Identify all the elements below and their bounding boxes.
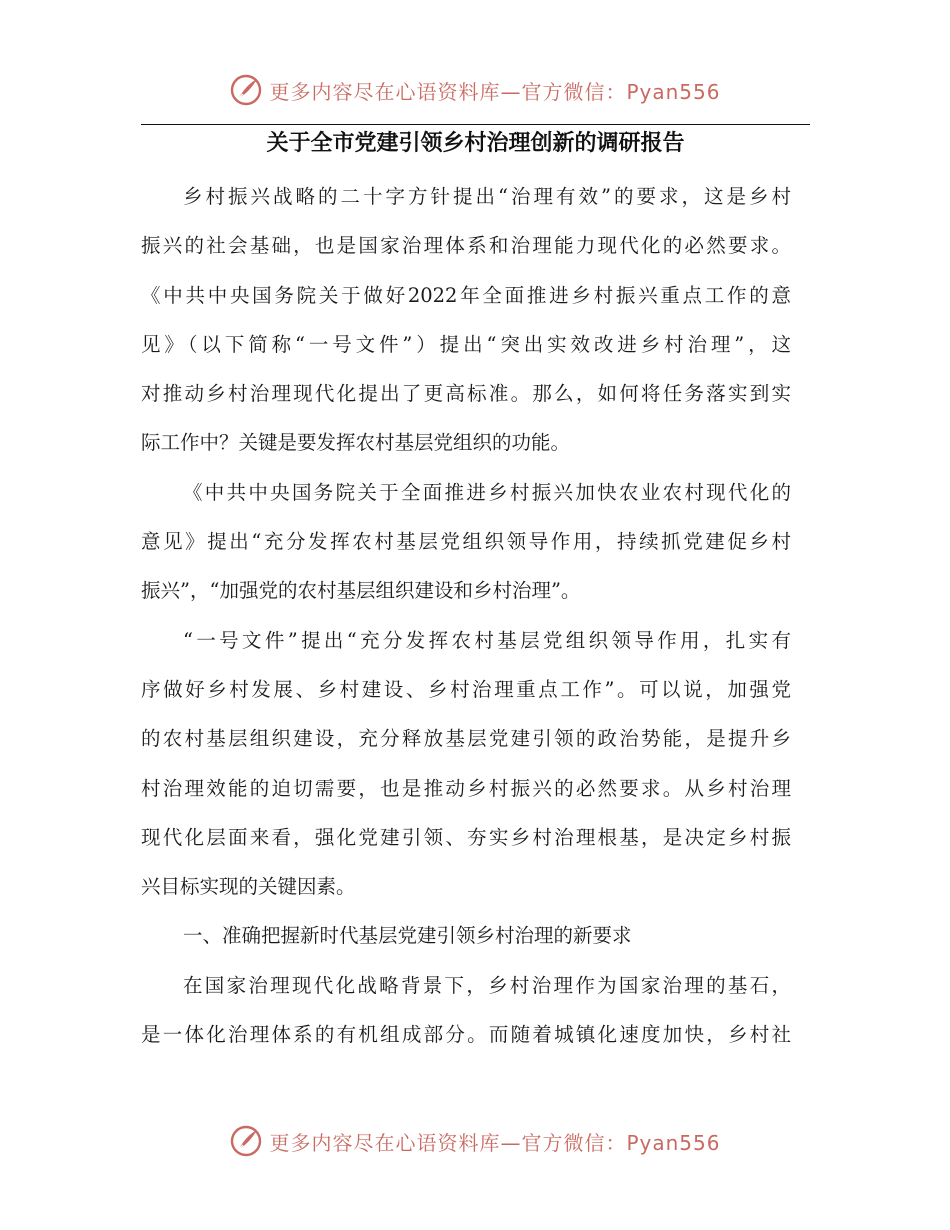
body-line: 兴目标实现的关键因素。 — [141, 875, 356, 899]
body-line: 的农村基层组织建设，充分释放基层党建引领的政治势能，是提升乡 — [141, 727, 791, 751]
body-line: 振兴”，“加强党的农村基层组织建设和乡村治理”。 — [141, 579, 581, 603]
section-heading: 一、准确把握新时代基层党建引领乡村治理的新要求 — [183, 924, 632, 948]
body-line: 见》（以下简称“一号文件”）提出“突出实效改进乡村治理”，这 — [141, 332, 791, 356]
quill-logo-icon — [229, 1124, 263, 1158]
header-rule — [141, 124, 810, 125]
watermark-banner-bottom — [0, 1121, 950, 1161]
body-line: 乡村振兴战略的二十字方针提出“治理有效”的要求，这是乡村 — [183, 185, 791, 208]
body-line: 序做好乡村发展、乡村建设、乡村治理重点工作”。可以说，加强党 — [141, 677, 791, 701]
document-title: 关于全市党建引领乡村治理创新的调研报告 — [266, 131, 685, 156]
quill-logo-icon — [229, 73, 263, 107]
watermark-banner-top — [0, 70, 950, 110]
watermark-text: 更多内容尽在心语资料库—官方微信：Pyan556 — [269, 1130, 721, 1155]
body-line: 现代化层面来看，强化党建引领、夯实乡村治理根基，是决定乡村振 — [141, 825, 791, 849]
body-line: 振兴的社会基础，也是国家治理体系和治理能力现代化的必然要求。 — [141, 234, 791, 258]
body-line: 意见》提出“充分发挥农村基层党组织领导作用，持续抓党建促乡村 — [141, 530, 791, 554]
body-line: 际工作中？关键是要发挥农村基层党组织的功能。 — [141, 431, 571, 455]
body-line: 是一体化治理体系的有机组成部分。而随着城镇化速度加快，乡村社 — [141, 1023, 791, 1047]
body-line: 对推动乡村治理现代化提出了更高标准。那么，如何将任务落实到实 — [141, 382, 791, 406]
body-line: “一号文件”提出“充分发挥农村基层党组织领导作用，扎实有 — [183, 628, 791, 652]
document-body — [141, 172, 791, 1059]
body-line: 村治理效能的迫切需要，也是推动乡村振兴的必然要求。从乡村治理 — [141, 776, 791, 800]
watermark-text: 更多内容尽在心语资料库—官方微信：Pyan556 — [269, 79, 721, 104]
body-line: 《中共中央国务院关于全面推进乡村振兴加快农业农村现代化的 — [183, 480, 791, 504]
body-line: 《中共中央国务院关于做好2022年全面推进乡村振兴重点工作的意 — [141, 283, 791, 307]
body-line: 在国家治理现代化战略背景下，乡村治理作为国家治理的基石， — [183, 973, 791, 997]
